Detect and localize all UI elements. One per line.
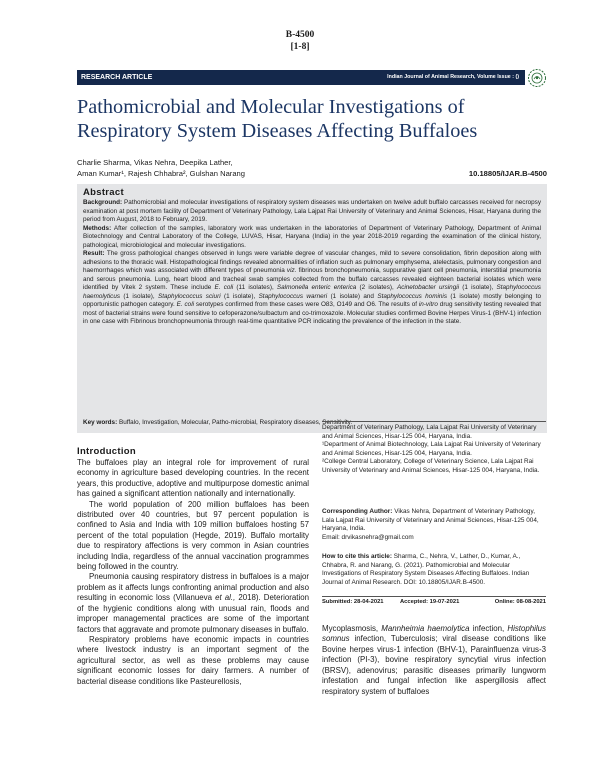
affiliation: ²College Central Laboratory, College of Veterinary Science, Lala Lajpat Rai University of Veterinary and Animal Sciences, Hisar-125 004, Haryana, India. — [322, 458, 540, 474]
corresponding-author: Corresponding Author: Vikas Nehra, Department of Veterinary Pathology, Lala Lajpat Rai University of Veterinary and Animal Sciences, Hisar-125 004, Haryana, India. Email: drvikasnehra@gmail.com — [322, 508, 546, 542]
abstract-background: Background: Pathomicrobial and molecular investigations of respiratory system diseases was undertaken on twelve adult buffalo carcasses received for necropsy examination at post mortem facility of Department of Veterinary Pathology, Lala Lajpat Rai University of Veterinary and Animal Sciences, Hisar, Haryana during the period from August, 2018 to February, 2019. — [83, 199, 541, 223]
affiliation-divider — [322, 421, 546, 422]
doi: 10.18805/IJAR.B-4500 — [468, 169, 547, 178]
article-title: Pathomicrobial and Molecular Investigations of Respiratory System Diseases Affecting Buffaloes — [77, 96, 478, 142]
author-list-line-1: Charlie Sharma, Vikas Nehra, Deepika Lather, — [77, 158, 233, 167]
journal-logo-icon — [527, 68, 547, 88]
section-label: RESEARCH ARTICLE — [81, 74, 153, 81]
accepted-date: Accepted: 19-07-2021 — [400, 599, 460, 605]
intro-paragraph: Respiratory problems have economic impacts in countries where livestock industry is an important segment of the agricultural sector, as well as these problems may cause significant economic losses for dairy farmers. A number of bacterial disease conditions like Pasteurellosis, — [77, 634, 309, 686]
journal-line: Indian Journal of Animal Research, Volume Issue : () — [387, 74, 519, 80]
affiliation: ¹Department of Animal Biotechnology, Lala Lajpat Rai University of Veterinary and Animal Sciences, Hisar-125 004, Haryana, India. — [322, 441, 541, 457]
affiliation: Department of Veterinary Pathology, Lala Lajpat Rai University of Veterinary and Animal Sciences, Hisar-125 004, Haryana, India. — [322, 424, 537, 440]
introduction-continued: Mycoplasmosis, Mannheimia haemolytica infection, Histophilus somnus infection, Tuberculosis; viral disease conditions like Bovine herpes virus-1 infection (BHV-1), Parainfluenza virus-3 infection (PI-3), bovine respiratory syncytial virus infection (BRSV), adenovirus; parasitic diseases primarily lungworm infestation and fungal infection like aspergillosis affect respiratory system of buffaloes — [322, 624, 546, 696]
article-dates — [322, 596, 546, 605]
citation: How to cite this article: Sharma, C., Nehra, V., Lather, D., Kumar, A., Chhabra, R. and Narang, G. (2021). Pathomicrobial and Molecular Investigations of Respiratory System Diseases Affecting Buffaloes. Indian Journal of Animal Research. DOI: 10.18805/IJAR.B-4500. — [322, 553, 530, 586]
submitted-date: Submitted: 28-04-2021 — [322, 599, 384, 605]
introduction-heading: Introduction — [77, 446, 137, 457]
abstract-methods: Methods: After collection of the samples, laboratory work was undertaken in the laboratories of Department of Veterinary Pathology, Department of Animal Biotechnology and Central Laboratory of the College, LUVAS, Hisar, Haryana (India) in the year 2018-2019 regarding the examination of the clinical history, pathological, microbiological and molecular investigations. — [83, 224, 541, 249]
corresponding-email: Email: drvikasnehra@gmail.com — [322, 533, 414, 541]
author-list-line-2: Aman Kumar¹, Rajesh Chhabra², Gulshan Narang — [77, 169, 245, 178]
header-bar — [77, 70, 525, 85]
abstract-body — [83, 199, 541, 327]
abstract-result: Result: The gross pathological changes observed in lungs were variable degree of vascular changes, mild to severe consolidation, fibrin deposition along with adhesions to the thoracic wall. Histopathological findings revealed abnormalities of inflation such as pulmonary emphysema, atelectasis, pulmonary congestion and haemorrhages which was associated with different types of pneumonia viz. fibrinous bronchopneumonia, suppurative giant cell pneumonia, interstitial pneumonia and serous pneumonia. Lung, heart blood and tracheal swab samples collected from the buffalo carcasses revealed eighteen bacterial isolates which were identified by Vitek 2 system. These include E. coli (11 isolates), Salmonella enteric enterica (2 isolates), Acinetobacter ursingii (1 isolate), Staphylococcus haemolyticus (1 isolate), Staphylococcus sciuri (1 isolate), Staphylococcus warneri (1 isolate) and Staphylococcus hominis (1 isolate) mostly belonging to opportunistic pathogen category. E. coli serotypes confirmed from these cases were O83, O149 and O6. The results of in-vitro drug sensitivity testing revealed that most of bacterial strains were found sensitive to cefoperazone/sulbactum and co-trimoxazole. Molecular studies confirmed Bovine Herpes Virus-1 (BHV-1) infection in one case with Fibrinous bronchopneumonia through real-time quantitative PCR indicating the prevalence of the infection in the state. — [83, 250, 542, 325]
affiliations — [322, 424, 546, 475]
intro-paragraph: Pneumonia causing respiratory distress in buffaloes is a major problem as it affects lungs confronting animal production and also resulting in economic loss (Villanueva et al., 2018). Deterioration of the hygienic conditions along with unusual rain, floods and improper managemental practices are some of the important factors that aggravate and promote pulmonary diseases in buffalo. — [77, 572, 309, 634]
page-range: [1-8] — [290, 42, 310, 52]
introduction-body — [77, 458, 309, 687]
article-code: B-4500 — [285, 30, 315, 40]
keywords: Key words: Buffalo, Investigation, Molecular, Patho-microbial, Respiratory diseases, Sensitivity. — [83, 419, 353, 426]
intro-paragraph: The buffaloes play an integral role for improvement of rural economy in agriculture based developing countries. In the recent years, this productive, adoptive and multipurpose domestic animal has gained a significant attention nationally and internationally. — [77, 458, 309, 499]
online-date: Online: 08-08-2021 — [494, 599, 546, 605]
intro-paragraph: The world population of 200 million buffaloes has been distributed over 40 countries, but 97 percent population is confined to Asia and India with 109 million buffaloes hosting 57 percent of the total population (Hegde, 2019). Buffalo mortality due to respiratory affections is very common in Asian countries including India, regardless of the annual vaccination programmes being followed in the country. — [77, 499, 309, 572]
abstract-heading: Abstract — [83, 187, 124, 198]
